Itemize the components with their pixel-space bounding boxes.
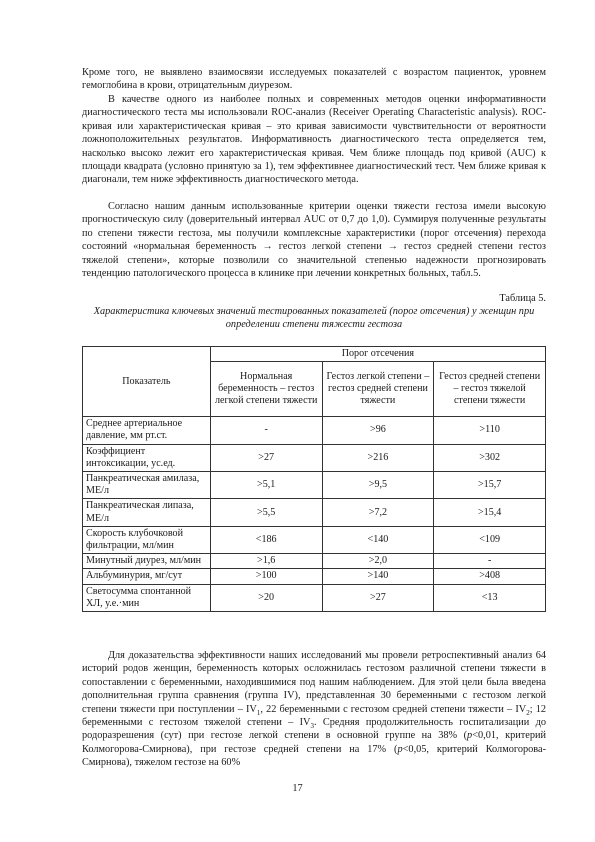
cell-value: >27 (322, 584, 434, 611)
table-row (83, 417, 546, 444)
text-segment: Для доказательства эффективности наших исследований мы провели ретроспективный анализ 64 историй родов женщин, беременность которых осложнилась гестозом различной степени тяжести в сопоставлении с беременными, находившимися под нашим наблюдением. Для этой цели была введена дополнительная группа сравнения (группа IV), представленная 30 беременными с гестозом легкой степени тяжести при поступлении – IV (82, 650, 546, 715)
header-col-2: Гестоз легкой степени – гестоз средней степени тяжести (322, 362, 434, 417)
subscript: 2 (526, 708, 530, 717)
header-col-3: Гестоз средней степени – гестоз тяжелой степени тяжести (434, 362, 546, 417)
header-cutoff-group: Порог отсечения (210, 347, 545, 362)
cell-value: >15,4 (434, 499, 546, 526)
cell-value: >9,5 (322, 472, 434, 499)
table-header-row (83, 347, 546, 362)
cell-value: - (434, 554, 546, 569)
table-row (83, 499, 546, 526)
cell-value: >7,2 (322, 499, 434, 526)
row-label: Альбуминурия, мг/сут (83, 569, 211, 584)
text-segment: <0,05, критерий Колмогорова-Смирнова), тяжелом гестозе на 60% (82, 743, 546, 769)
table-row (83, 444, 546, 471)
row-label: Среднее артериальное давление, мм рт.ст. (83, 417, 211, 444)
p-value-symbol: p (397, 743, 403, 755)
header-indicator: Показатель (83, 347, 211, 417)
table-row (83, 569, 546, 584)
cell-value: >408 (434, 569, 546, 584)
paragraph-results: Согласно нашим данным использованные критерии оценки тяжести гестоза имели высокую прогностическую силу (доверительный интервал AUC от 0,7 до 1,0). Суммируя полученные результаты по степени тяжести гестоза, мы получили комплексные характеристики (порог отсечения) перехода состояний «нормальная беременность → гестоз легкой степени → гестоз средней степени гестоз тяжелой степени», которые позволили со значительной степенью надежности прогнозировать тенденцию патологического процесса в клинике при лечении конкретных больных, табл.5. (82, 201, 546, 280)
header-col-1: Нормальная беременность – гестоз легкой степени тяжести (210, 362, 322, 417)
cutoff-table (82, 346, 546, 612)
cell-value: >2,0 (322, 554, 434, 569)
cell-value: >1,6 (210, 554, 322, 569)
paragraph-intro: Кроме того, не выявлено взаимосвязи исследуемых показателей с возрастом пациенток, уровнем гемоглобина в крови, отрицательным диурезом. (82, 67, 546, 92)
paragraph-roc-analysis: В качестве одного из наиболее полных и современных методов оценки информативности диагностического теста мы использовали ROC-анализ (Receiver Operating Characteristic analysis). ROC-кривая или характеристическая кривая – это кривая зависимости чувствительности от вероятности ложноположительных результатов. Информативность диагностического теста определяется тем, насколько высоко лежит его характеристическая кривая. Чем ближе площадь под кривой (AUC) к площади квадрата (условно принятую за 1), тем эффективнее диагностический тест. Чем ближе кривая к диагонали, тем ниже эффективность диагностического метода. (82, 94, 546, 186)
table-row (83, 554, 546, 569)
cell-value: <140 (322, 526, 434, 553)
cell-value: >96 (322, 417, 434, 444)
row-label: Панкреатическая амилаза, МЕ/л (83, 472, 211, 499)
cell-value: >20 (210, 584, 322, 611)
table-row (83, 526, 546, 553)
cell-value: >27 (210, 444, 322, 471)
row-label: Минутный диурез, мл/мин (83, 554, 211, 569)
cell-value: >110 (434, 417, 546, 444)
cell-value: >140 (322, 569, 434, 584)
row-label: Скорость клубочковой фильтрации, мл/мин (83, 526, 211, 553)
row-label: Светосумма спонтанной ХЛ, у.е.·мин (83, 584, 211, 611)
text-segment: <0,01, критерий Колмогорова-Смирнова), при гестозе средней степени на 17% ( (82, 730, 546, 755)
cell-value: <186 (210, 526, 322, 553)
p-value-symbol: p (467, 730, 473, 742)
row-label: Панкреатическая липаза, МЕ/л (83, 499, 211, 526)
paragraph-retrospective (82, 649, 546, 770)
table-caption: Характеристика ключевых значений тестированных показателей (порог отсечения) у женщин при определении степени тяжести гестоза (93, 306, 535, 330)
cell-value: >302 (434, 444, 546, 471)
subscript: 1 (256, 708, 261, 717)
table-row (83, 584, 546, 611)
cell-value: >5,5 (210, 499, 322, 526)
cell-value: - (210, 417, 322, 444)
text-segment: ; 12 беременными с гестозом тяжелой степени – IV (82, 703, 546, 729)
table-number: Таблица 5. (499, 293, 546, 304)
row-label: Коэффициент интоксикации, ус.ед. (83, 444, 211, 471)
text-segment: . Средняя продолжительность госпитализации до родоразрешения (сут) при гестозе легкой степени в основной группе на 38% ( (82, 717, 546, 742)
cell-value: >5,1 (210, 472, 322, 499)
page-number: 17 (292, 783, 303, 794)
cell-value: <109 (434, 526, 546, 553)
cell-value: >15,7 (434, 472, 546, 499)
cell-value: >216 (322, 444, 434, 471)
cell-value: >100 (210, 569, 322, 584)
cell-value: <13 (434, 584, 546, 611)
text-segment: , 22 беременными с гестозом средней степени тяжести – IV (260, 703, 527, 715)
table-row (83, 472, 546, 499)
subscript: 3 (310, 722, 314, 731)
